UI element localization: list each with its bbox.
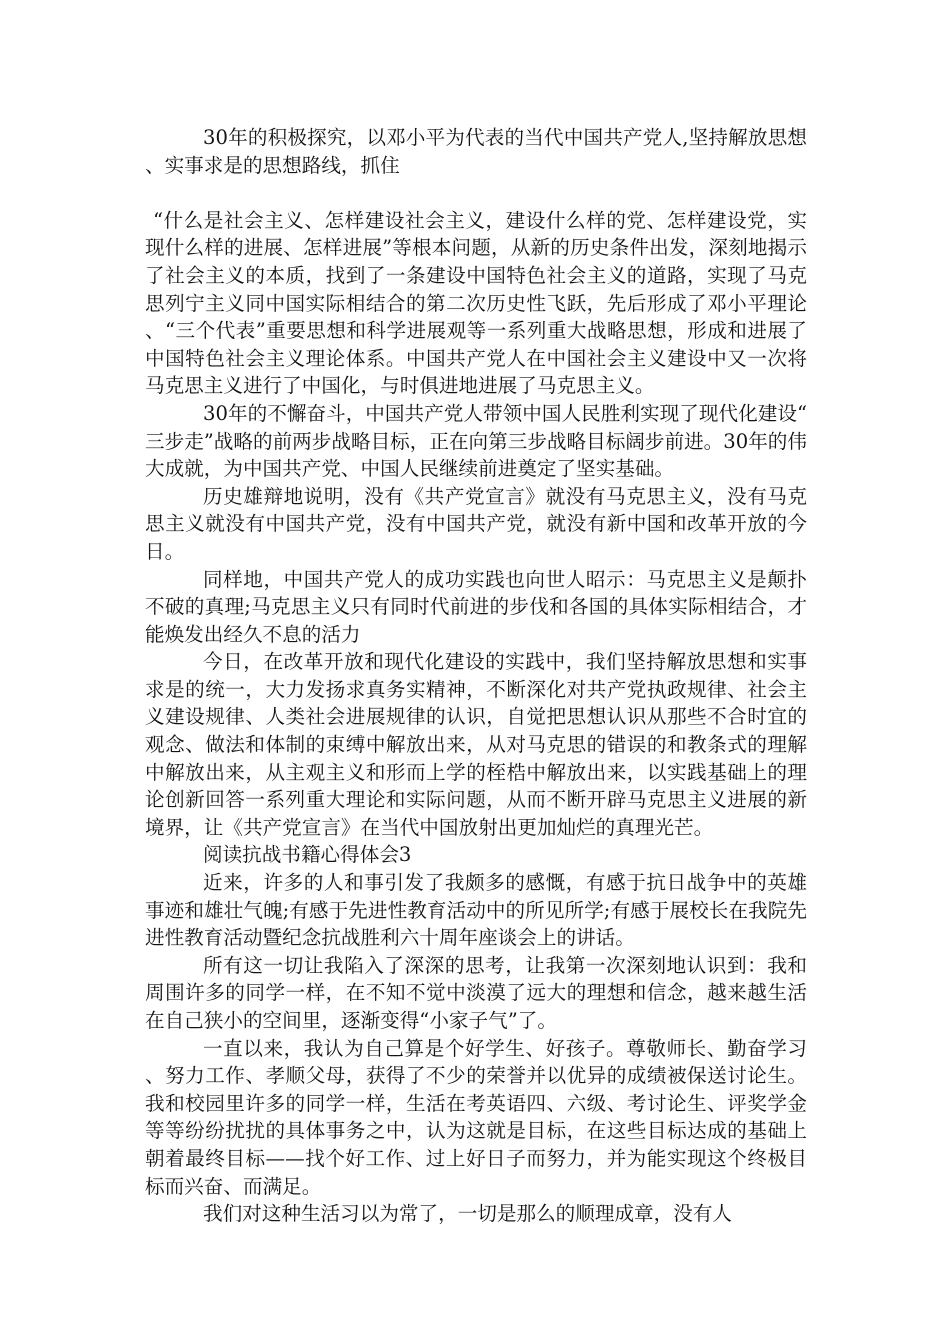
paragraph-student-life: 一直以来，我认为自己算是个好学生、好孩子。尊敬师长、勤奋学习、努力工作、孝顺父母，获得了不少的荣誉并以优异的成绩被保送讨论生。我和校园里许多的同学一样，生活在考英语四、六级、考讨论生、评奖学金等等纷纷扰扰的具体事务之中，认为这就是目标，在这些目标达成的基础上朝着最终目标——找个好工作、过上好日子而努力，并为能实现这个终极目标而兴奋、而满足。 (145, 1036, 807, 1198)
paragraph-practice: 同样地，中国共产党人的成功实践也向世人昭示：马克思主义是颠扑不破的真理;马克思主义只有同时代前进的步伐和各国的具体实际相结合，才能焕发出经久不息的活力 (145, 567, 807, 646)
document-body (145, 124, 807, 1228)
paragraph-theory: “什么是社会主义、怎样建设社会主义，建设什么样的党、怎样建设党，实现什么样的进展、怎样进展”等根本问题，从新的历史条件出发，深刻地揭示了社会主义的本质，找到了一条建设中国特色社会主义的道路，实现了马克思列宁主义同中国实际相结合的第二次历史性飞跃，先后形成了邓小平理论、“三个代表”重要思想和科学进展观等一系列重大战略思想，形成和进展了中国特色社会主义理论体系。中国共产党人在中国社会主义建设中又一次将马克思主义进行了中国化，与时俱进地进展了马克思主义。 (145, 208, 807, 398)
paragraph-intro: 30年的积极探究，以邓小平为代表的当代中国共产党人,坚持解放思想、实事求是的思想路线，抓住 (145, 126, 807, 177)
paragraph-today: 今日，在改革开放和现代化建设的实践中，我们坚持解放思想和实事求是的统一，大力发扬求真务实精神，不断深化对共产党执政规律、社会主义建设规律、人类社会进展规律的认识，自觉把思想认识从那些不合时宜的观念、做法和体制的束缚中解放出来，从对马克思的错误的和教条式的理解中解放出来，从主观主义和形而上学的桎梏中解放出来，以实践基础上的理论创新回答一系列重大理论和实际问题，从而不断开辟马克思主义进展的新境界，让《共产党宣言》在当代中国放射出更加灿烂的真理光芒。 (145, 650, 807, 839)
paragraph-reflection: 所有这一切让我陷入了深深的思考，让我第一次深刻地认识到：我和周围许多的同学一样，在不知不觉中淡漠了远大的理想和信念，越来越生活在自己狭小的空间里，逐渐变得“小家子气”了。 (145, 953, 807, 1032)
paragraph-routine: 我们对这种生活习以为常了，一切是那么的顺理成章，没有人 (203, 1202, 733, 1226)
paragraph-gap (145, 179, 807, 207)
section-heading: 阅读抗战书籍心得体会3 (203, 843, 412, 867)
paragraph-achievements: 30年的不懈奋斗，中国共产党人带领中国人民胜利实现了现代化建设“三步走”战略的前两步战略目标，正在向第三步战略目标阔步前进。30年的伟大成就，为中国共产党、中国人民继续前进奠定了坚实基础。 (145, 401, 807, 481)
paragraph-recently: 近来，许多的人和事引发了我颇多的感慨，有感于抗日战争中的英雄事迹和雄壮气魄;有感于先进性教育活动中的所见所学;有感于展校长在我院先进性教育活动暨纪念抗战胜利六十周年座谈会上的讲话。 (145, 871, 807, 950)
paragraph-history: 历史雄辩地说明，没有《共产党宣言》就没有马克思主义，没有马克思主义就没有中国共产党，没有中国共产党，就没有新中国和改革开放的今日。 (145, 484, 807, 563)
